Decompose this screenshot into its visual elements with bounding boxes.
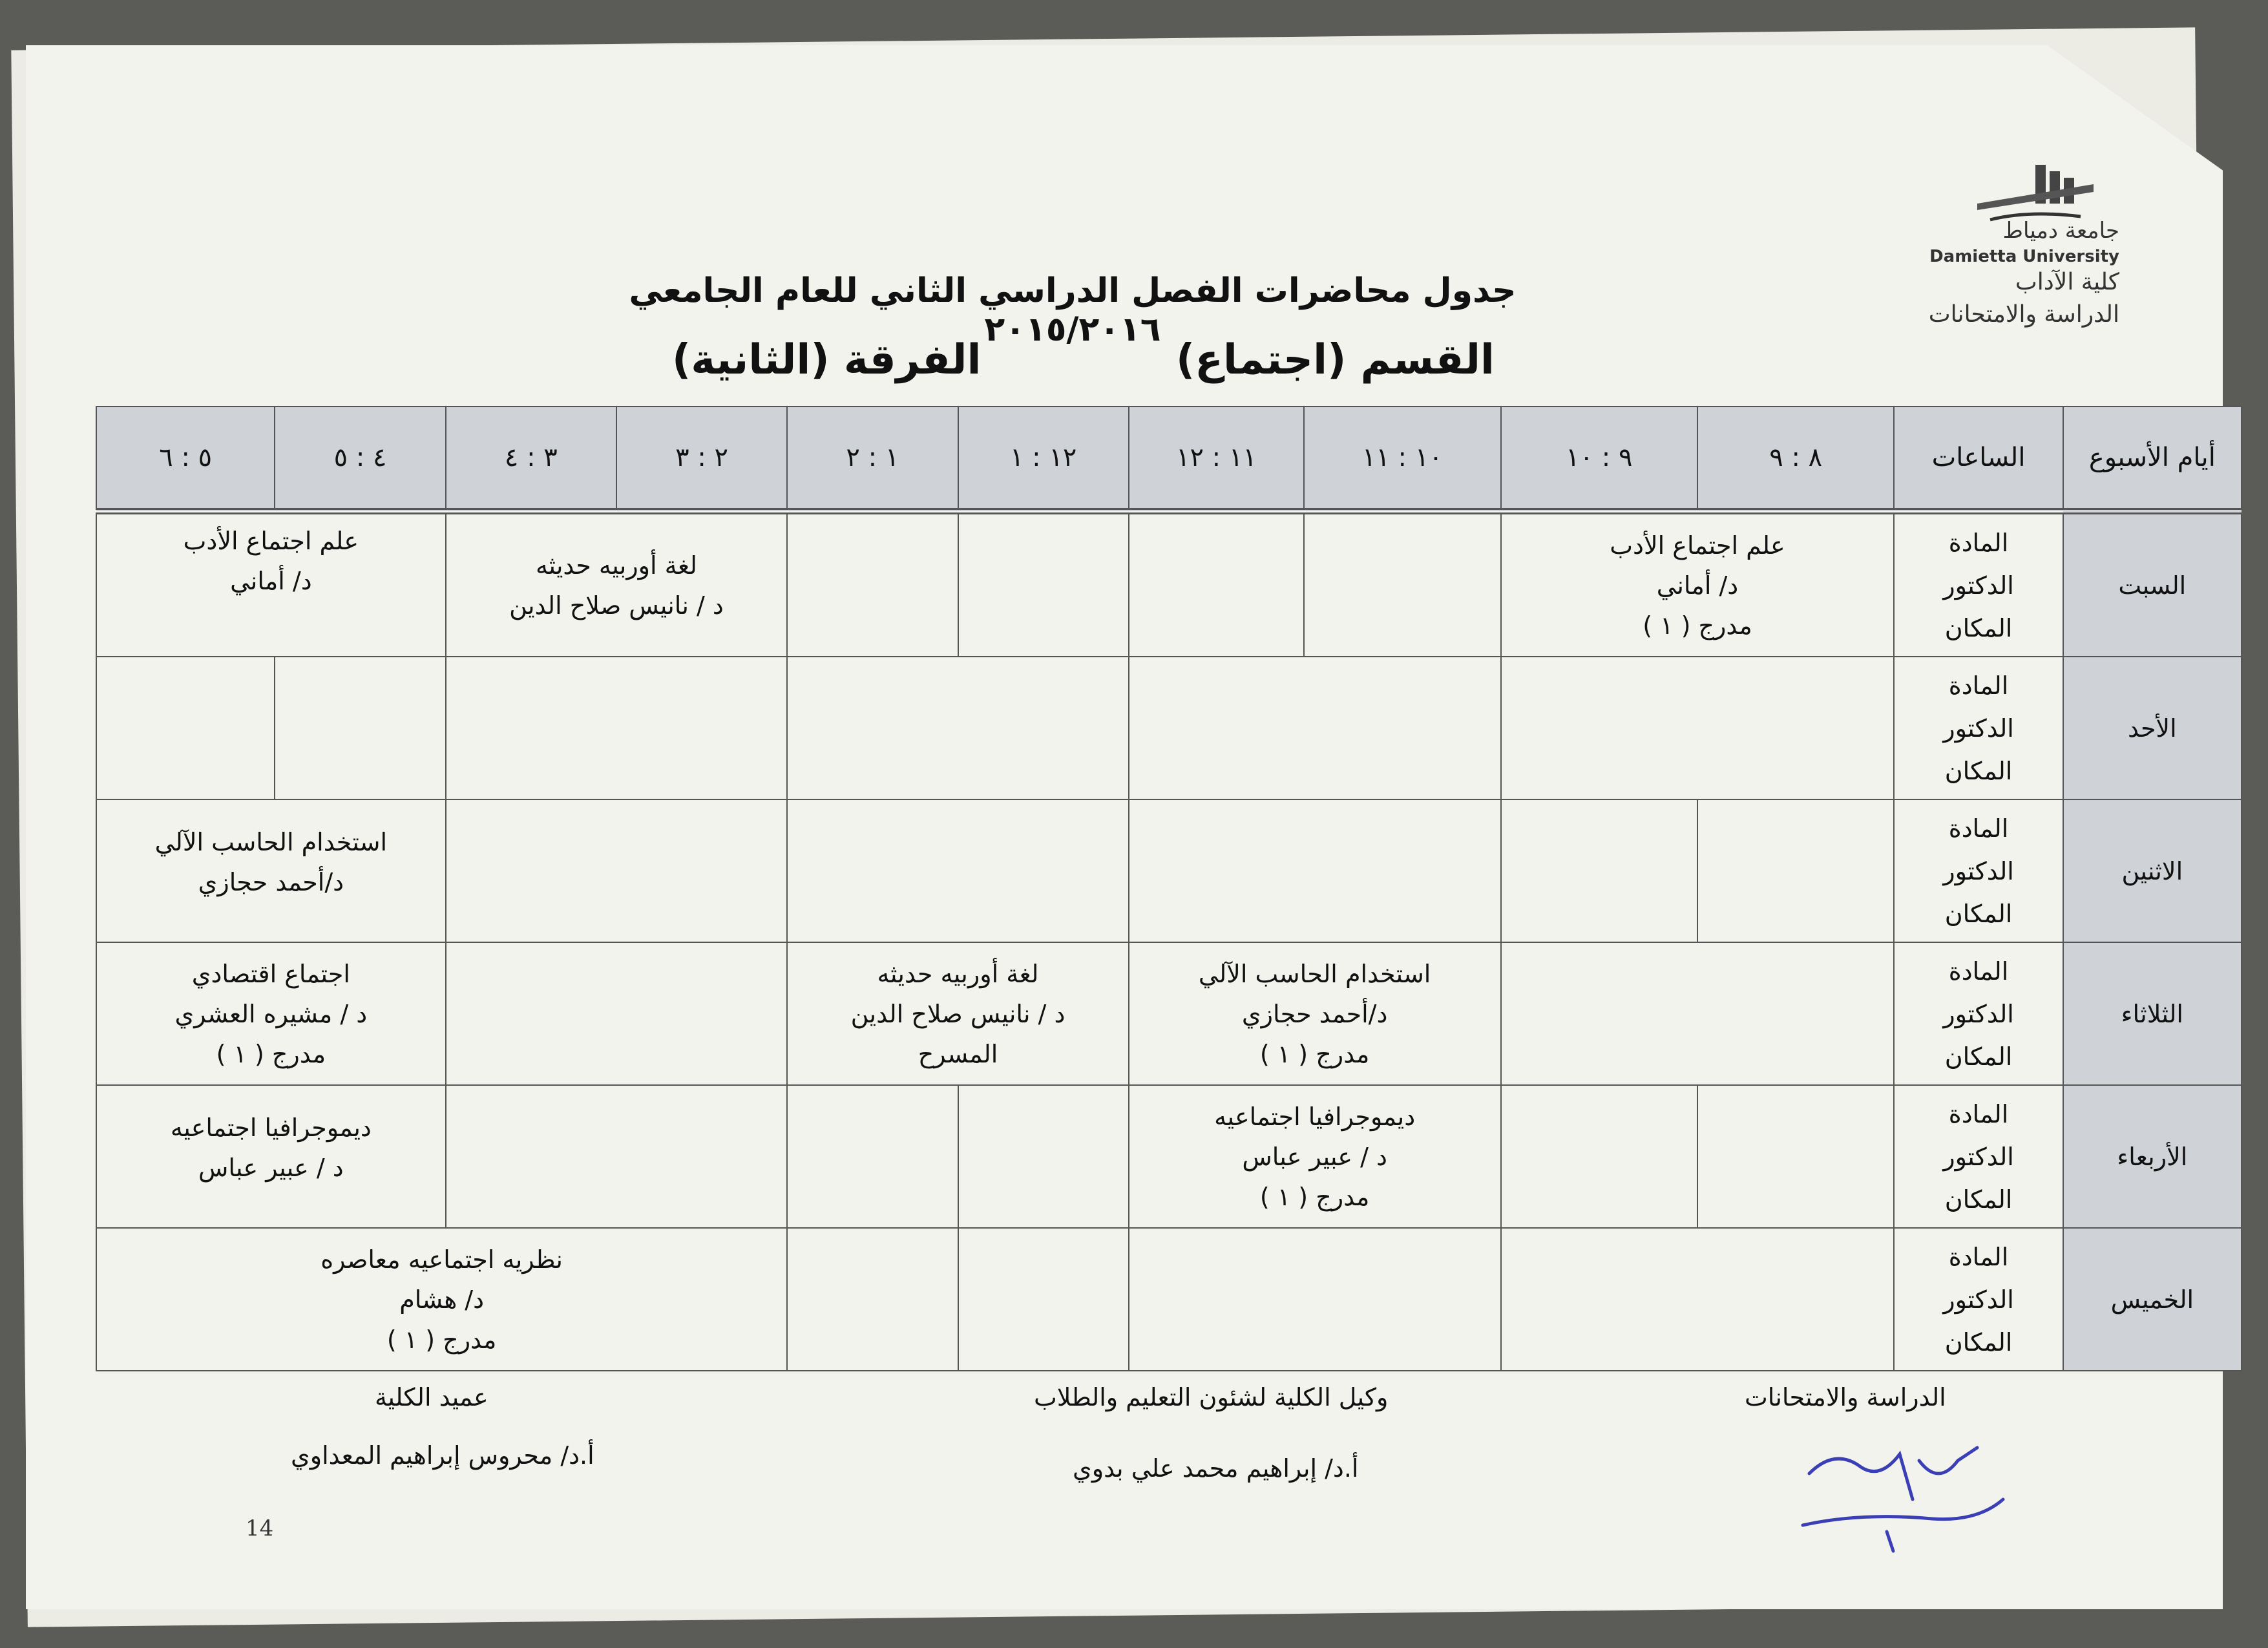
lecture-place: المسرح [918, 1039, 998, 1068]
footer-vice-dean-title: وكيل الكلية لشئون التعليم والطلاب [1034, 1383, 1389, 1411]
day-monday: الاثنين [2063, 799, 2242, 942]
signature-icon [1783, 1422, 2016, 1570]
lecture-place: مدرج ( ١ ) [1259, 1039, 1370, 1068]
label-subject: المادة [1948, 814, 2009, 843]
slot-header: ٤ : ٥ [275, 407, 445, 511]
label-subject: المادة [1948, 1242, 2009, 1271]
slot-header: ١٠ : ١١ [1304, 407, 1500, 511]
slot-header: ٨ : ٩ [1697, 407, 1894, 511]
level-title: الفرقة (الثانية) [672, 336, 982, 384]
lecture-doctor: د/ أماني [1656, 571, 1739, 600]
lecture-subject: علم اجتماع الأدب [1610, 531, 1785, 560]
label-doctor: الدكتور [1943, 1285, 2014, 1314]
empty-cell [1129, 799, 1501, 942]
schedule-title: جدول محاضرات الفصل الدراسي الثاني للعام الجامعي ٢٠١٥/٢٠١٦ [629, 271, 1517, 349]
office-name: الدراسة والامتحانات [1928, 301, 2119, 328]
faculty-header [1848, 168, 2119, 331]
empty-cell [1501, 1228, 1895, 1371]
lecture-subject: ديموجرافيا اجتماعيه [170, 1114, 372, 1143]
lecture-cell [787, 942, 1129, 1085]
header-hours: الساعات [1894, 407, 2063, 511]
lecture-place: مدرج ( ١ ) [1259, 1182, 1370, 1211]
lecture-subject: علم اجتماع الأدب [183, 527, 359, 555]
table-row [96, 657, 2242, 799]
lecture-cell [96, 1228, 787, 1371]
lecture-subject: نظريه اجتماعيه معاصره [320, 1245, 563, 1274]
lecture-subject: لغة أوربيه حديثه [877, 959, 1039, 988]
lecture-place: مدرج ( ١ ) [1643, 611, 1752, 640]
slot-header: ١١ : ١٢ [1129, 407, 1304, 511]
lecture-doctor: د/أحمد حجازي [198, 868, 344, 897]
empty-cell [1304, 511, 1500, 657]
label-place: المكان [1944, 899, 2013, 928]
table-row [96, 942, 2242, 1085]
footer-vice-dean-name: أ.د/ إبراهيم محمد علي بدوي [1073, 1454, 1359, 1483]
empty-cell [787, 511, 958, 657]
day-saturday: السبت [2063, 511, 2242, 657]
day-wednesday: الأربعاء [2063, 1085, 2242, 1228]
university-name-ar: جامعة دمياط [2002, 218, 2119, 244]
empty-cell [446, 942, 788, 1085]
label-doctor: الدكتور [1943, 999, 2014, 1028]
lecture-doctor: د / عبير عباس [1242, 1142, 1387, 1171]
slot-header: ١٢ : ١ [958, 407, 1129, 511]
footer-office: الدراسة والامتحانات [1745, 1383, 1946, 1411]
footer-dean-title: عميد الكلية [375, 1383, 488, 1411]
label-subject: المادة [1948, 671, 2009, 700]
label-place: المكان [1944, 613, 2013, 642]
department-title: القسم (اجتماع) [1176, 336, 1495, 384]
lecture-cell [96, 511, 446, 657]
lecture-cell [1129, 1085, 1501, 1228]
table-row [96, 799, 2242, 942]
slot-header: ١ : ٢ [787, 407, 958, 511]
lecture-cell [446, 511, 788, 657]
label-doctor: الدكتور [1943, 856, 2014, 885]
row-labels [1894, 799, 2063, 942]
label-doctor: الدكتور [1943, 713, 2014, 743]
slot-header: ٥ : ٦ [96, 407, 275, 511]
empty-cell [958, 511, 1129, 657]
schedule-table [96, 406, 2242, 1371]
empty-cell [1129, 657, 1501, 799]
page-number: 14 [246, 1516, 274, 1541]
label-subject: المادة [1948, 956, 2009, 986]
empty-cell [1501, 942, 1895, 1085]
empty-cell [787, 657, 1129, 799]
label-place: المكان [1944, 1327, 2013, 1357]
row-labels [1894, 1228, 2063, 1371]
lecture-cell [1501, 511, 1895, 657]
lecture-subject: اجتماع اقتصادي [191, 959, 350, 988]
empty-cell [958, 1085, 1129, 1228]
empty-cell [275, 657, 445, 799]
empty-cell [787, 1228, 958, 1371]
empty-cell [1129, 1228, 1501, 1371]
lecture-subject: استخدام الحاسب الآلي [1198, 959, 1431, 988]
faculty-name: كلية الآداب [2015, 269, 2119, 295]
empty-cell [787, 1085, 958, 1228]
empty-cell [96, 657, 275, 799]
table-row [96, 1228, 2242, 1371]
lecture-doctor: د/ أماني [230, 567, 312, 595]
empty-cell [1501, 657, 1895, 799]
label-subject: المادة [1948, 1099, 2009, 1128]
row-labels [1894, 511, 2063, 657]
lecture-doctor: د / نانيس صلاح الدين [509, 591, 724, 620]
slot-header: ٩ : ١٠ [1501, 407, 1697, 511]
table-row [96, 511, 2242, 657]
empty-cell [1501, 799, 1697, 942]
lecture-subject: لغة أوربيه حديثه [535, 551, 697, 580]
empty-cell [446, 657, 788, 799]
day-thursday: الخميس [2063, 1228, 2242, 1371]
lecture-cell [96, 799, 446, 942]
lecture-cell [96, 942, 446, 1085]
label-place: المكان [1944, 1042, 2013, 1071]
row-labels [1894, 657, 2063, 799]
empty-cell [787, 799, 1129, 942]
empty-cell [1129, 511, 1304, 657]
lecture-doctor: د/أحمد حجازي [1241, 999, 1388, 1028]
day-sunday: الأحد [2063, 657, 2242, 799]
lecture-place: مدرج ( ١ ) [216, 1039, 326, 1068]
label-place: المكان [1944, 756, 2013, 785]
empty-cell [446, 799, 788, 942]
lecture-doctor: د / نانيس صلاح الدين [850, 999, 1066, 1028]
label-subject: المادة [1948, 528, 2009, 557]
table-row [96, 1085, 2242, 1228]
header-days: أيام الأسبوع [2063, 407, 2242, 511]
lecture-doctor: د/ هشام [399, 1285, 485, 1314]
label-doctor: الدكتور [1943, 571, 2014, 600]
lecture-cell [96, 1085, 446, 1228]
row-labels [1894, 942, 2063, 1085]
university-name-en: Damietta University [1929, 247, 2119, 266]
empty-cell [958, 1228, 1129, 1371]
day-tuesday: الثلاثاء [2063, 942, 2242, 1085]
lecture-place: مدرج ( ١ ) [386, 1325, 497, 1354]
label-place: المكان [1944, 1185, 2013, 1214]
header-row [96, 407, 2242, 511]
lecture-doctor: د / عبير عباس [198, 1154, 344, 1183]
empty-cell [446, 1085, 788, 1228]
lecture-subject: ديموجرافيا اجتماعيه [1214, 1102, 1416, 1131]
lecture-subject: استخدام الحاسب الآلي [154, 828, 388, 857]
empty-cell [1697, 799, 1894, 942]
lecture-cell [1129, 942, 1501, 1085]
empty-cell [1501, 1085, 1697, 1228]
row-labels [1894, 1085, 2063, 1228]
slot-header: ٢ : ٣ [616, 407, 787, 511]
empty-cell [1697, 1085, 1894, 1228]
label-doctor: الدكتور [1943, 1142, 2014, 1171]
slot-header: ٣ : ٤ [446, 407, 616, 511]
lecture-doctor: د / مشيره العشري [174, 999, 368, 1028]
footer-dean-name: أ.د/ محروس إبراهيم المعداوي [291, 1441, 594, 1470]
